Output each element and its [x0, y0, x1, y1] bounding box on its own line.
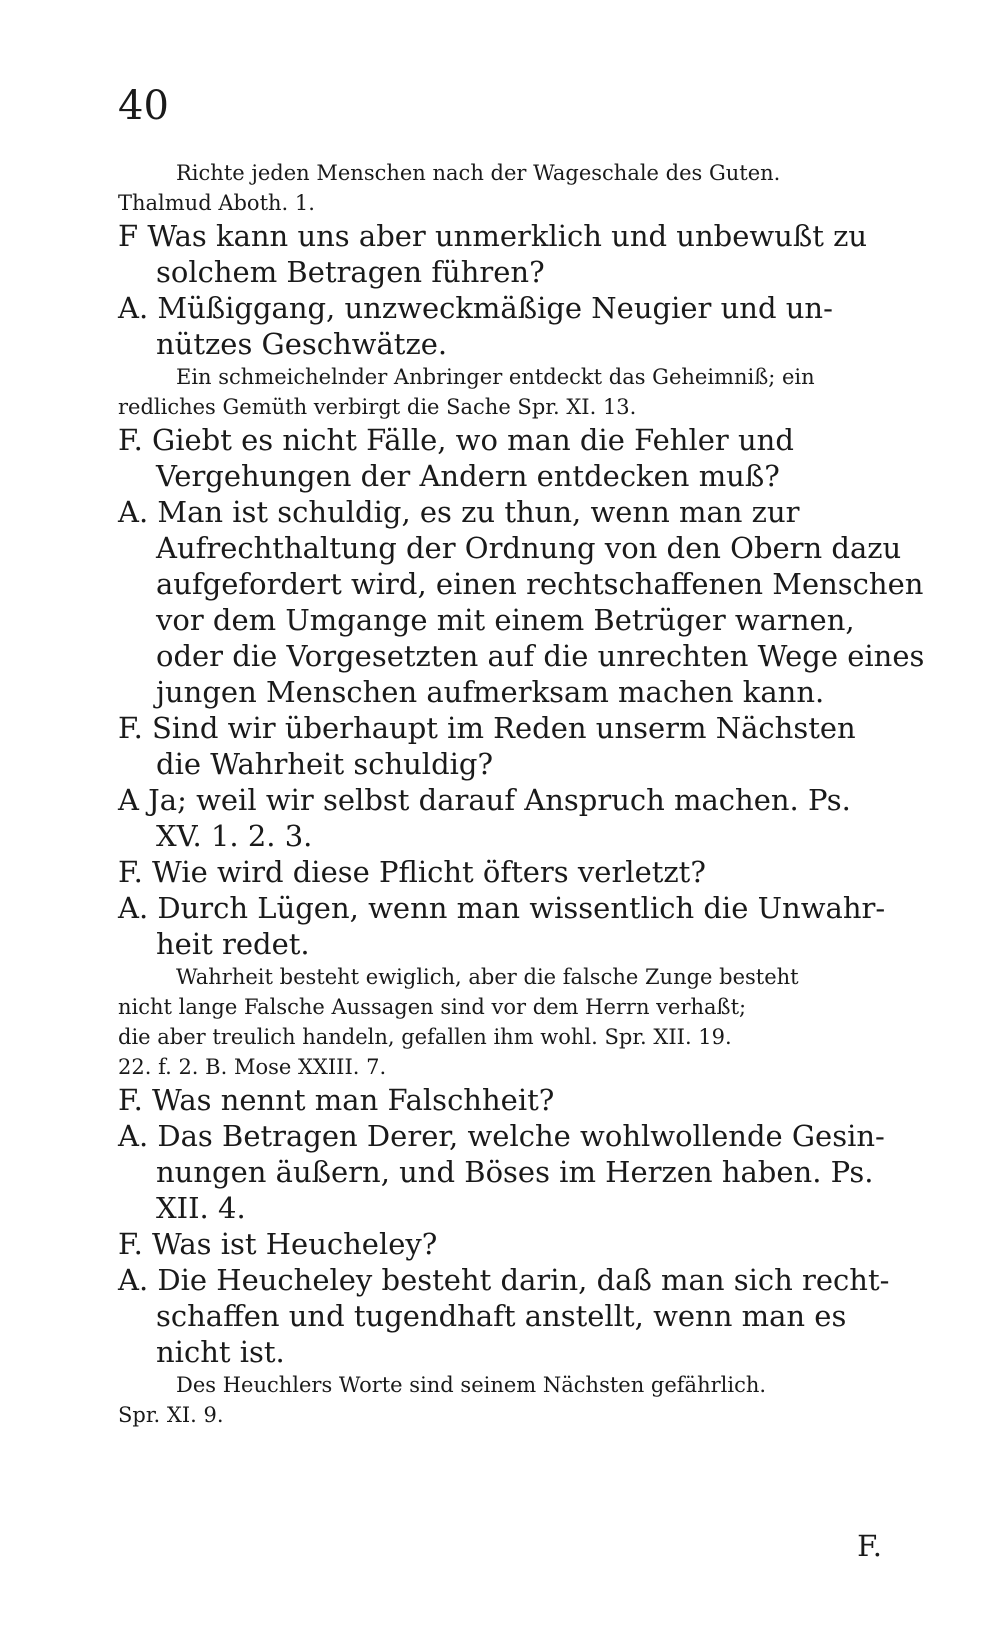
text-line: solchem Betragen führen?	[156, 255, 545, 289]
text-line: A. Man ist schuldig, es zu thun, wenn man zur	[118, 495, 800, 529]
text-line: die Wahrheit schuldig?	[156, 747, 494, 781]
text-line: nicht lange Falsche Aussagen sind vor dem Herrn verhaßt;	[118, 995, 747, 1019]
text-line: Wahrheit besteht ewiglich, aber die falsche Zunge besteht	[176, 965, 799, 989]
text-line: A. Die Heucheley besteht darin, daß man sich recht-	[118, 1263, 890, 1297]
text-line: heit redet.	[156, 927, 310, 961]
text-line: oder die Vorgesetzten auf die unrechten Wege eines	[156, 639, 925, 673]
page-text	[118, 158, 925, 1430]
text-line: XV. 1. 2. 3.	[156, 819, 313, 853]
text-line: F. Sind wir überhaupt im Reden unserm Nächsten	[118, 711, 856, 745]
text-line: Thalmud Aboth. 1.	[118, 191, 315, 215]
text-line: Spr. XI. 9.	[118, 1403, 224, 1427]
text-line: schaffen und tugendhaft anstellt, wenn man es	[156, 1299, 847, 1333]
text-line: A. Durch Lügen, wenn man wissentlich die Unwahr-	[118, 891, 886, 925]
text-line: redliches Gemüth verbirgt die Sache Spr. XI. 13.	[118, 395, 637, 419]
text-line: aufgefordert wird, einen rechtschaffenen Menschen	[156, 567, 924, 601]
text-line: A Ja; weil wir selbst darauf Anspruch machen. Ps.	[118, 783, 851, 817]
page-number: 40	[118, 83, 169, 129]
catchword: F.	[857, 1529, 882, 1563]
text-line: Ein schmeichelnder Anbringer entdeckt das Geheimniß; ein	[176, 365, 815, 389]
text-line: Vergehungen der Andern entdecken muß?	[156, 459, 780, 493]
text-line: 22. f. 2. B. Mose XXIII. 7.	[118, 1055, 387, 1079]
text-line: A. Müßiggang, unzweckmäßige Neugier und un-	[118, 291, 833, 325]
text-line: nützes Geschwätze.	[156, 327, 448, 361]
text-line: F. Was nennt man Falschheit?	[118, 1083, 555, 1117]
text-line: nicht ist.	[156, 1335, 285, 1369]
text-line: F. Was ist Heucheley?	[118, 1227, 438, 1261]
text-line: Des Heuchlers Worte sind seinem Nächsten gefährlich.	[176, 1373, 767, 1397]
text-line: Aufrechthaltung der Ordnung von den Obern dazu	[156, 531, 902, 565]
text-line: A. Das Betragen Derer, welche wohlwollende Gesin-	[118, 1119, 885, 1153]
text-line: F Was kann uns aber unmerklich und unbewußt zu	[118, 219, 868, 253]
text-line: Richte jeden Menschen nach der Wageschale des Guten.	[176, 161, 781, 185]
text-line: die aber treulich handeln, gefallen ihm wohl. Spr. XII. 19.	[118, 1025, 732, 1049]
text-line: F. Giebt es nicht Fälle, wo man die Fehler und	[118, 423, 794, 457]
text-line: vor dem Umgange mit einem Betrüger warnen,	[156, 603, 855, 637]
text-line: nungen äußern, und Böses im Herzen haben. Ps.	[156, 1155, 874, 1189]
text-line: XII. 4.	[156, 1191, 246, 1225]
text-line: jungen Menschen aufmerksam machen kann.	[156, 675, 825, 709]
text-line: F. Wie wird diese Pflicht öfters verletzt?	[118, 855, 706, 889]
